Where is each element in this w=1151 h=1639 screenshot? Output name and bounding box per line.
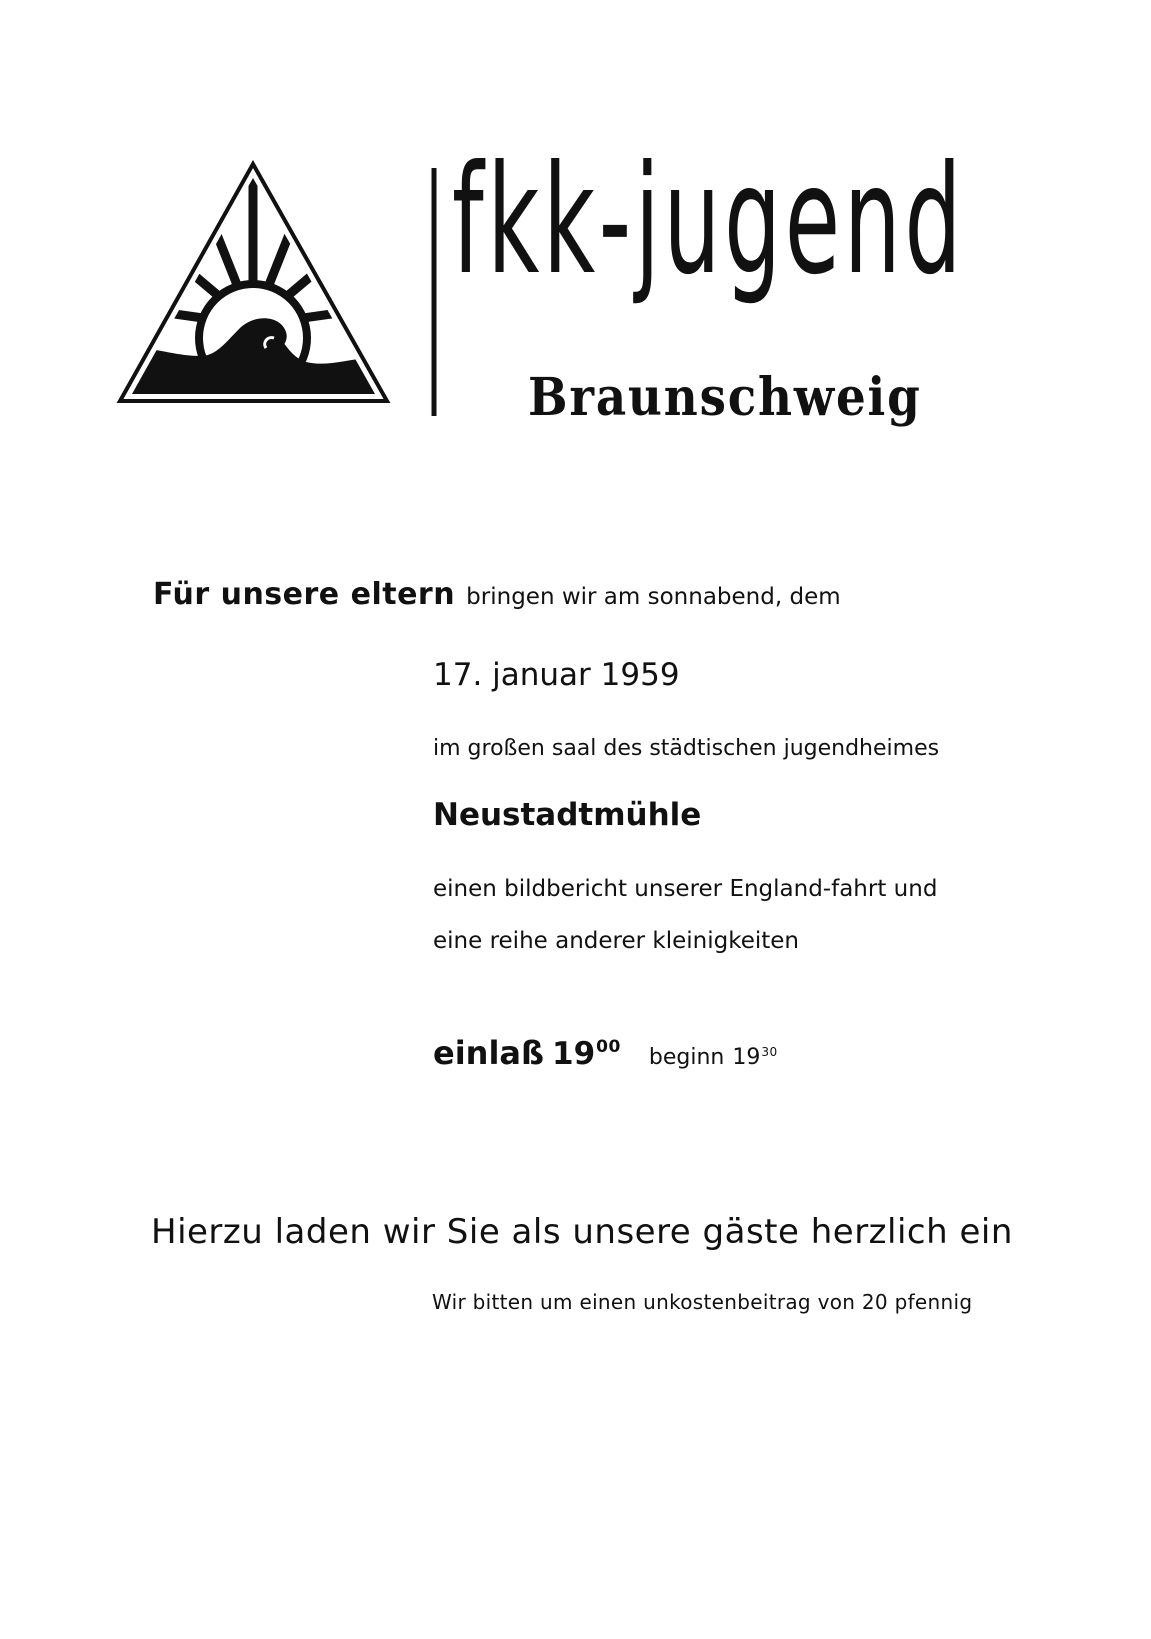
entry-hour: 19 bbox=[552, 1036, 596, 1072]
start-label: beginn bbox=[648, 1045, 725, 1070]
start-hour: 19 bbox=[732, 1045, 761, 1070]
intro-rest: bringen wir am sonnabend, dem bbox=[466, 584, 841, 610]
invitation-text: Hierzu laden wir Sie als unsere gäste herzlich ein bbox=[151, 1212, 1013, 1252]
title-bar-decoration bbox=[427, 168, 441, 416]
entry-minutes: 00 bbox=[596, 1037, 621, 1058]
schedule-line bbox=[433, 1034, 778, 1072]
masthead-title: fkk-jugend bbox=[452, 134, 966, 308]
program-description-1: einen bildbericht unserer England-fahrt und bbox=[433, 876, 938, 902]
event-date: 17. januar 1959 bbox=[433, 657, 680, 693]
intro-line bbox=[153, 577, 841, 612]
start-minutes: 30 bbox=[761, 1044, 778, 1059]
sun-wave-triangle-logo bbox=[116, 160, 391, 405]
start-time bbox=[732, 1045, 777, 1070]
entry-label: einlaß bbox=[433, 1034, 545, 1072]
masthead-subtitle: Braunschweig bbox=[528, 367, 922, 428]
fee-note: Wir bitten um einen unkostenbeitrag von 20 pfennig bbox=[432, 1290, 973, 1314]
entry-time bbox=[552, 1036, 621, 1072]
venue-name: Neustadtmühle bbox=[433, 797, 702, 833]
venue-description: im großen saal des städtischen jugendheimes bbox=[433, 736, 940, 761]
intro-lead: Für unsere eltern bbox=[153, 577, 456, 612]
program-description-2: eine reihe anderer kleinigkeiten bbox=[433, 928, 800, 954]
